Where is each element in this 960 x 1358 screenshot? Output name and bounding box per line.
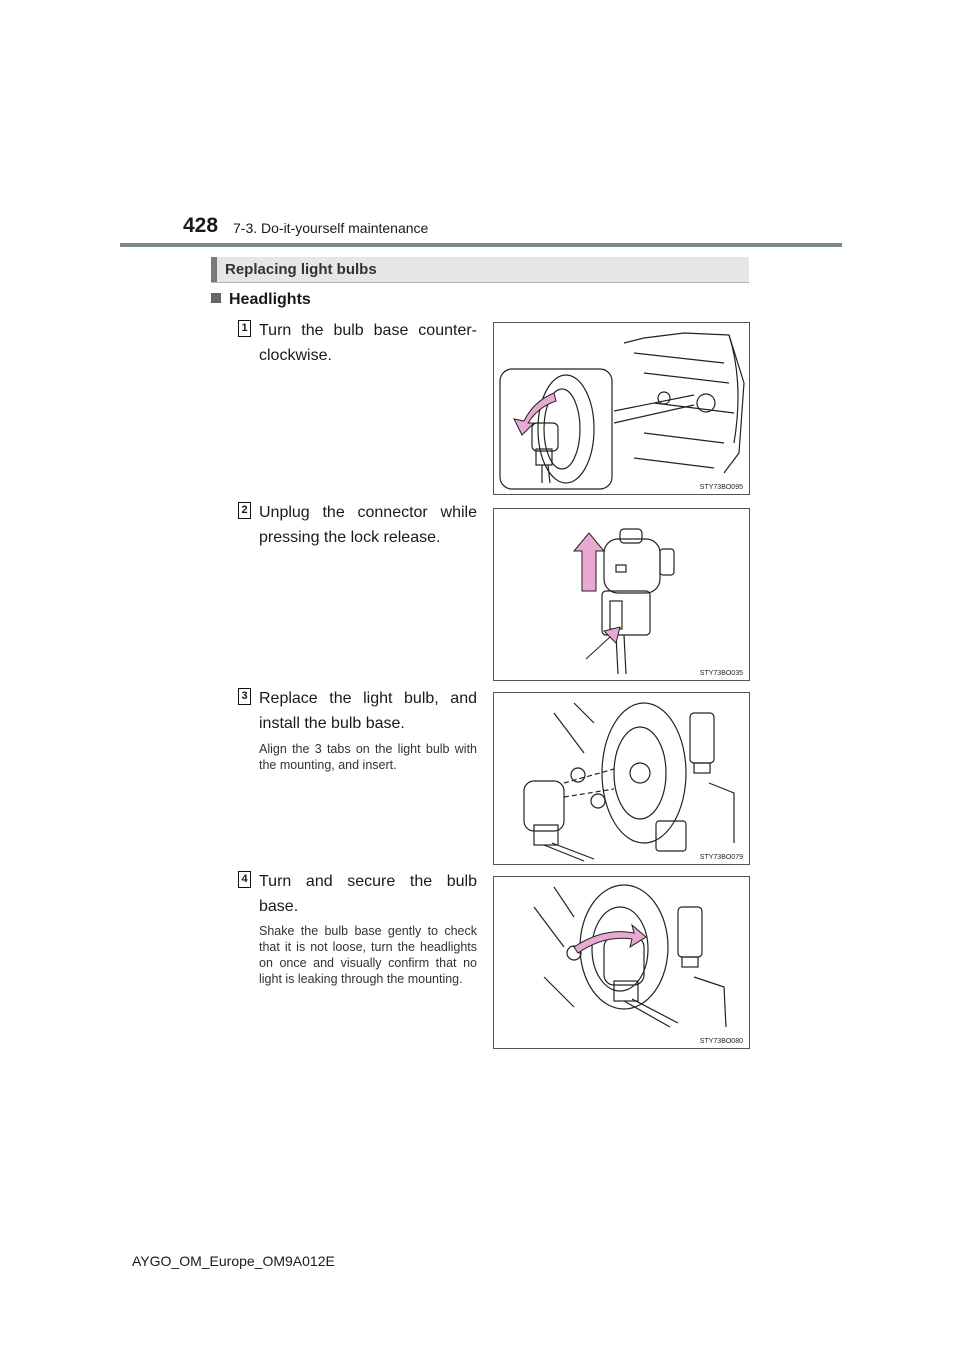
rotate-arrow-icon [514, 393, 556, 435]
step-1-illustration [494, 323, 750, 495]
subsection-title: Headlights [229, 291, 311, 308]
step-4-figure [493, 876, 750, 1049]
page-number: 428 [183, 214, 219, 237]
step-4-badge: 4 [238, 871, 251, 888]
chapter-title: 7-3. Do-it-yourself maintenance [233, 220, 429, 236]
step-2-text: Unplug the connector while pressing the lock release. [259, 504, 477, 546]
up-arrow-icon [574, 533, 604, 591]
section-bar-accent [211, 257, 217, 282]
step-3-badge: 3 [238, 688, 251, 705]
step-2-illustration [494, 509, 750, 681]
figure-code: STY73BO095 [699, 484, 743, 491]
subsection-heading [211, 291, 311, 309]
figure-code: STY73BO080 [699, 1038, 743, 1045]
rotate-arrow-icon [574, 925, 646, 953]
step-3-text: Replace the light bulb, and install the bulb base. [259, 690, 477, 732]
step-2-figure [493, 508, 750, 681]
step-4-text: Turn and secure the bulb base. [259, 873, 477, 915]
header-rule [120, 243, 842, 247]
step-3-figure [493, 692, 750, 865]
footer-doc-id: AYGO_OM_Europe_OM9A012E [132, 1253, 335, 1269]
step-3-note: Align the 3 tabs on the light bulb with the mounting, and insert. [259, 742, 477, 772]
step-4-illustration [494, 877, 750, 1049]
square-bullet-icon [211, 293, 221, 303]
section-bar [211, 257, 749, 283]
press-arrow-icon [586, 627, 620, 659]
section-title: Replacing light bulbs [225, 261, 377, 278]
step-1-figure [493, 322, 750, 495]
step-1-badge: 1 [238, 320, 251, 337]
step-3-illustration [494, 693, 750, 865]
step-2-badge: 2 [238, 502, 251, 519]
figure-code: STY73BO079 [699, 854, 743, 861]
step-4-note: Shake the bulb base gently to check that it is not loose, turn the headlights on once and visually confirm that no light is leaking through the mounting. [259, 924, 477, 986]
figure-code: STY73BO035 [699, 670, 743, 677]
step-1-text: Turn the bulb base counter-clockwise. [259, 322, 477, 364]
